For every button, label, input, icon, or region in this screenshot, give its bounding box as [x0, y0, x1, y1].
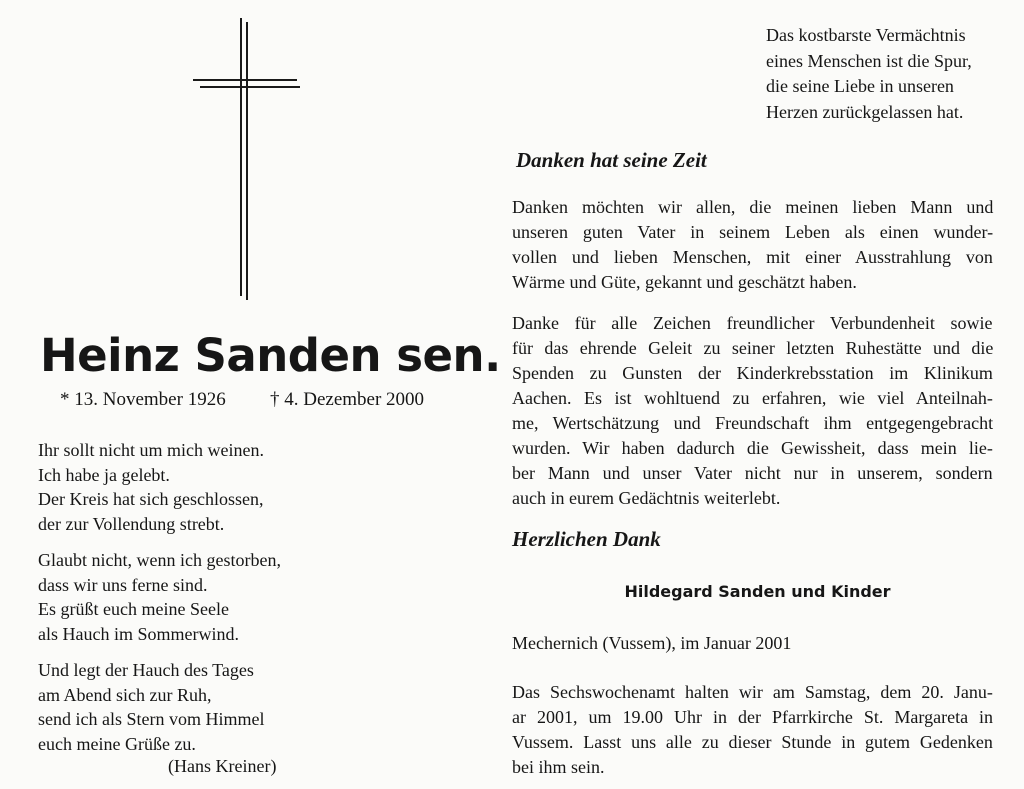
thanks-paragraph-1: [512, 195, 993, 295]
paragraph-line: Vussem. Lasst uns alle zu dieser Stunde in gutem Gedenken: [512, 732, 993, 752]
paragraph-line: vollen und lieben Menschen, mit einer Ausstrahlung von: [512, 247, 993, 267]
poem-line: am Abend sich zur Ruh,: [38, 684, 212, 705]
poem-stanza-3: [38, 658, 338, 756]
poem-line: Und legt der Hauch des Tages: [38, 660, 254, 680]
paragraph-line: Wärme und Güte, gekannt und geschätzt haben.: [512, 272, 857, 292]
quote-line: eines Menschen ist die Spur,: [766, 50, 972, 71]
heading-herzlichen-dank: Herzlichen Dank: [512, 527, 661, 551]
poem-line: send ich als Stern vom Himmel: [38, 709, 265, 729]
paragraph-line: ber Mann und unser Vater nicht nur in unserem, sondern: [512, 463, 993, 483]
paragraph-line: Danke für alle Zeichen freundlicher Verbundenheit sowie: [512, 313, 993, 333]
paragraph-line: unseren guten Vater in seinem Leben als einen wunder-: [512, 222, 994, 242]
poem-line: Es grüßt euch meine Seele: [38, 599, 229, 619]
memorial-quote: [766, 23, 1006, 125]
paragraph-line: Spenden zu Gunsten der Kinderkrebsstation im Klinikum: [512, 363, 993, 383]
deceased-name: Heinz Sanden sen.: [40, 329, 501, 382]
paragraph-line: Danken möchten wir allen, die meinen lieben Mann und: [512, 197, 994, 217]
poem-line: euch meine Grüße zu.: [38, 733, 196, 754]
paragraph-line: Das Sechswochenamt halten wir am Samstag, dem 20. Janu-: [512, 682, 993, 702]
paragraph-line: wurden. Wir haben dadurch die Gewissheit, dass mein lie-: [512, 438, 993, 458]
signer-name: Hildegard Sanden und Kinder: [624, 582, 891, 601]
service-announcement: [512, 680, 993, 780]
birth-date: * 13. November 1926: [60, 389, 226, 410]
paragraph-line: me, Wertschätzung und Freundschaft ihm entgegengebracht: [512, 413, 994, 433]
poem-line: Ich habe ja gelebt.: [38, 464, 170, 485]
quote-line: Herzen zurückgelassen hat.: [766, 101, 964, 122]
paragraph-line: ar 2001, um 19.00 Uhr in der Pfarrkirche St. Margareta in: [512, 707, 994, 727]
poem-line: der zur Vollendung strebt.: [38, 513, 225, 534]
poem-line: dass wir uns ferne sind.: [38, 574, 208, 595]
paragraph-line: Aachen. Es ist wohltuend zu erfahren, wie viel Anteilnah-: [512, 388, 993, 408]
poem-line: als Hauch im Sommerwind.: [38, 623, 239, 644]
poem-line: Ihr sollt nicht um mich weinen.: [38, 440, 264, 460]
death-date: † 4. Dezember 2000: [270, 389, 425, 410]
poem-author: (Hans Kreiner): [168, 756, 277, 776]
paragraph-line: für das ehrende Geleit zu seiner letzten Ruhestätte und die: [512, 338, 994, 358]
cross-icon: [190, 18, 305, 303]
poem-line: Glaubt nicht, wenn ich gestorben,: [38, 550, 281, 570]
poem-line: Der Kreis hat sich geschlossen,: [38, 489, 264, 509]
thanks-paragraph-2: [512, 311, 993, 511]
heading-danken: Danken hat seine Zeit: [516, 148, 707, 172]
poem-stanza-1: [38, 438, 338, 536]
paragraph-line: bei ihm sein.: [512, 757, 605, 777]
quote-line: die seine Liebe in unseren: [766, 76, 954, 96]
place-date: Mechernich (Vussem), im Januar 2001: [512, 633, 792, 653]
poem-stanza-2: [38, 548, 338, 646]
paragraph-line: auch in eurem Gedächtnis weiterlebt.: [512, 488, 781, 508]
quote-line: Das kostbarste Vermächtnis: [766, 25, 966, 45]
